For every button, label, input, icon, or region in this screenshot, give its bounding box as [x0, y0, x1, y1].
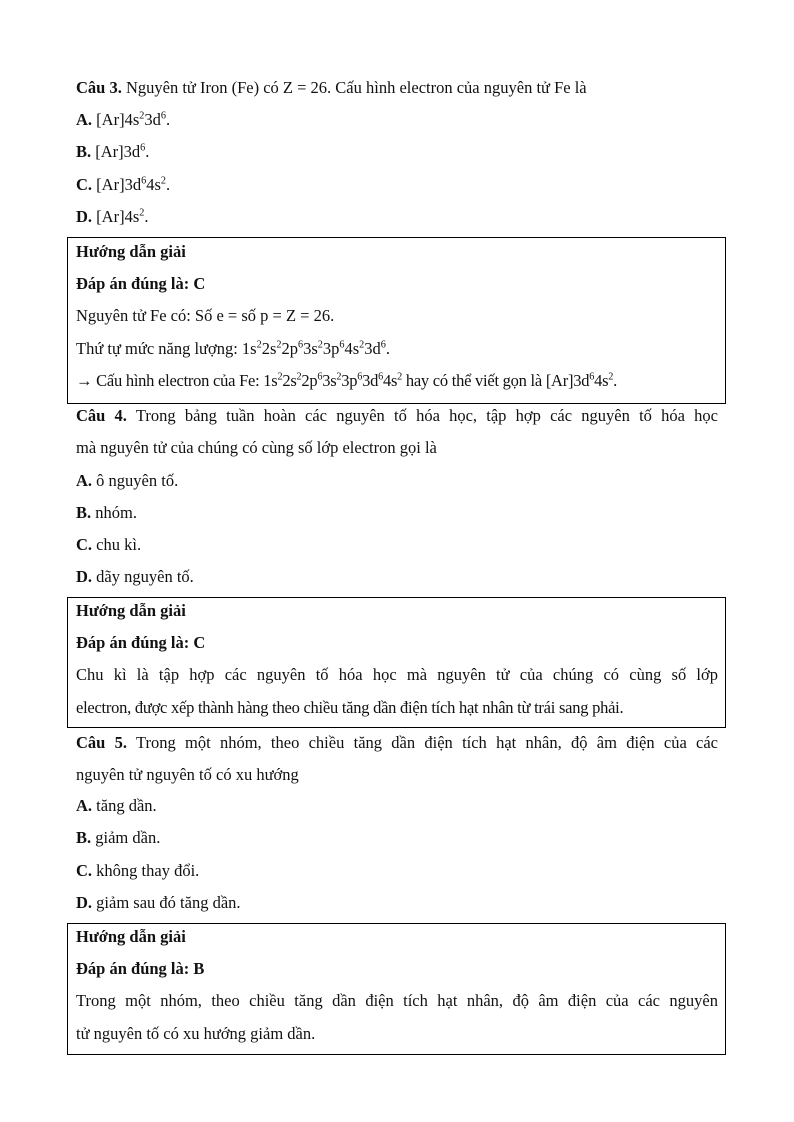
q3-solution-line-3: → Cấu hình electron của Fe: $1s^22s^22p^63s^23p^63d^64s^2$ hay có thể viết gọn là $[Ar]3d^64s^2$.: [76, 371, 617, 390]
q3-solution-answer: Đáp án đúng là: C: [76, 274, 206, 293]
q4-solution-line-2: electron, được xếp thành hàng theo chiều tăng dần điện tích hạt nhân từ trái sang phải.: [76, 698, 624, 717]
q5-solution-answer: Đáp án đúng là: B: [76, 959, 205, 978]
q4-stem-line-2: mà nguyên tử của chúng có cùng số lớp electron gọi là: [76, 438, 437, 457]
q4-option-b: B. nhóm.: [76, 503, 137, 522]
q4-label: Câu 4.: [76, 406, 127, 425]
q3-option-a: A. $[Ar]4s^23d^6$.: [76, 110, 171, 129]
q5-option-c: C. không thay đổi.: [76, 861, 200, 880]
q5-solution-heading: Hướng dẫn giải: [76, 927, 186, 946]
q5-solution-line-2: tử nguyên tố có xu hướng giảm dần.: [76, 1024, 316, 1043]
q3-solution-heading: Hướng dẫn giải: [76, 242, 186, 261]
q3-stem-text: Nguyên tử Iron (Fe) có Z = 26. Cấu hình electron của nguyên tử Fe là: [125, 78, 587, 97]
q4-option-c: C. chu kì.: [76, 535, 142, 554]
q4-solution-answer: Đáp án đúng là: C: [76, 633, 206, 652]
q4-option-a: A. ô nguyên tố.: [76, 471, 179, 490]
q5-stem-line-2: nguyên tử nguyên tố có xu hướng: [76, 765, 299, 784]
q5-option-b: B. giảm dần.: [76, 828, 161, 847]
q4-option-d: D. dãy nguyên tố.: [76, 567, 194, 586]
q3-option-d: D. $[Ar]4s^2$.: [76, 207, 149, 226]
q4-stem-line-1: Câu 4. Trong bảng tuần hoàn các nguyên tố hóa học, tập hợp các nguyên tố hóa học: [76, 406, 718, 425]
q4-solution-heading: Hướng dẫn giải: [76, 601, 186, 620]
q5-option-a: A. tăng dần.: [76, 796, 157, 815]
q4-solution-line-1: Chu kì là tập hợp các nguyên tố hóa học mà nguyên tử của chúng có cùng số lớp: [76, 665, 718, 684]
q5-label: Câu 5.: [76, 733, 127, 752]
q3-stem: [76, 78, 718, 98]
q3-option-b: B. $[Ar]3d^6$.: [76, 142, 150, 161]
q5-solution-line-1: Trong một nhóm, theo chiều tăng dần điện tích hạt nhân, độ âm điện của các nguyên: [76, 991, 718, 1010]
q3-solution-line-1: Nguyên tử Fe có: Số e = số p = Z = 26.: [76, 306, 335, 325]
q3-option-c: C. $[Ar]3d^64s^2$.: [76, 175, 171, 194]
q3-label: Câu 3.: [76, 78, 122, 97]
q5-option-d: D. giảm sau đó tăng dần.: [76, 893, 241, 912]
q5-stem-line-1: Câu 5. Trong một nhóm, theo chiều tăng dần điện tích hạt nhân, độ âm điện của các: [76, 733, 719, 752]
q3-solution-line-2: Thứ tự mức năng lượng: $1s^22s^22p^63s^23p^64s^23d^6$.: [76, 339, 391, 358]
